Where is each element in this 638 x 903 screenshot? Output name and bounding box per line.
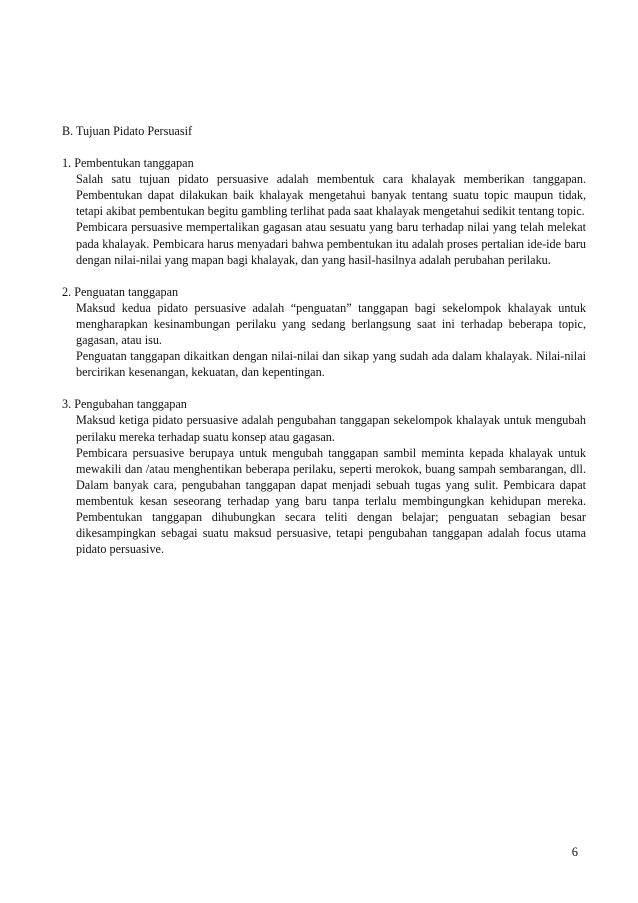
section-paragraph: Pembicara persuasive mempertalikan gagasan atau sesuatu yang baru terhadap nilai yang telah melekat pada khalayak. Pembicara harus menyadari bahwa pembentukan itu adalah proses pertalian ide-ide baru dengan nilai-nilai yang mapan bagi khalayak, dan yang hasil-hasilnya adalah perubahan perilaku. [76,220,586,267]
page-number: 6 [571,845,578,859]
section-paragraph: Pembicara persuasive berupaya untuk mengubah tanggapan sambil meminta kepada khalayak untuk mewakili dan /atau menghentikan beberapa perilaku, seperti merokok, buang sampah sembarangan, dll. Dalam banyak cara, pengubahan tanggapan dapat menjadi sebuah tugas yang sulit. Pembicara dapat membentuk kesan seseorang terhadap yang baru tanpa terlalu membingungkan kehidupan mereka. Pembentukan tanggapan dihubungkan secara teliti dengan belajar; penguatan sebagian besar dikesampingkan sebagai suatu maksud persuasive, tetapi pengubahan tanggapan adalah focus utama pidato persuasive. [76,445,586,557]
section-paragraph: Salah satu tujuan pidato persuasive adalah membentuk cara khalayak memberikan tanggapan. Pembentukan dapat dilakukan baik khalayak mengetahui banyak tentang suatu topic maupun tidak, tetapi akibat pembentukan begitu gambling terlihat pada saat khalayak mengetahui sedikit tentang topic. [76,172,586,219]
section-title: 2. Penguatan tanggapan [62,284,179,299]
section-paragraph: Maksud ketiga pidato persuasive adalah pengubahan tanggapan sekelompok khalayak untuk mengubah perilaku mereka terhadap suatu konsep atau gagasan. [76,413,586,444]
section-title: 1. Pembentukan tanggapan [62,156,194,171]
section-pengubahan [62,396,586,557]
section-penguatan [62,284,586,381]
document-heading: B. Tujuan Pidato Persuasif [62,124,193,138]
section-paragraph: Maksud kedua pidato persuasive adalah “penguatan” tanggapan bagi sekelompok khalayak untuk mengharapkan kesinambungan perilaku yang sedang berlangsung saat ini terhadap beberapa topic, gagasan, atau isu. [76,300,586,348]
section-pembentukan [62,155,586,268]
section-paragraph: Penguatan tanggapan dikaitkan dengan nilai-nilai dan sikap yang sudah ada dalam khalayak. Nilai-nilai bercirikan kesenangan, kekuatan, dan kepentingan. [76,349,586,380]
document-body [62,123,586,573]
section-title: 3. Pengubahan tanggapan [62,397,187,412]
